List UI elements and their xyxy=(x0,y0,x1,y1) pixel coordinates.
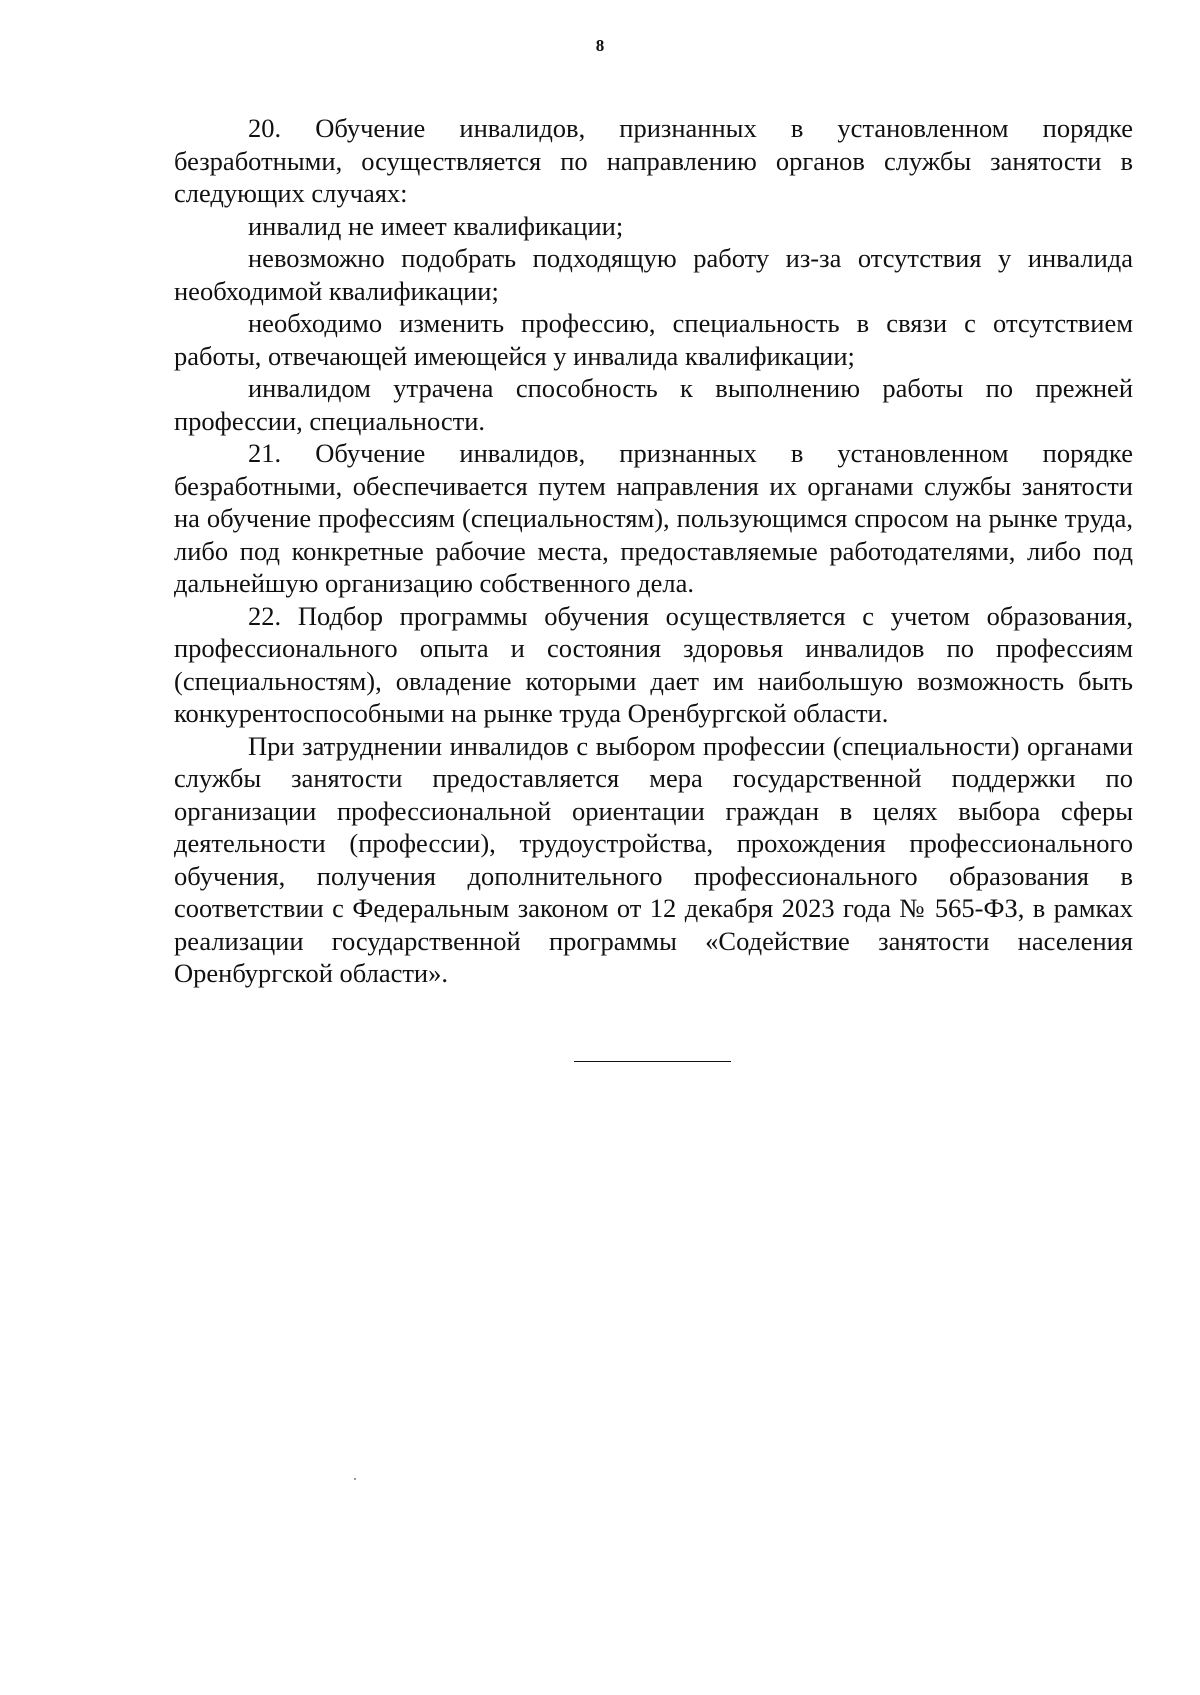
paragraph-20: 20. Обучение инвалидов, признанных в установленном порядке безработными, осуществляется по направлению органов службы занятости в следующих случаях: xyxy=(174,113,1133,208)
scan-speck xyxy=(354,1478,356,1480)
end-separator-line xyxy=(574,1061,731,1062)
list-item-lost-ability: инвалидом утрачена способность к выполнению работы по прежней профессии, специальности. xyxy=(174,373,1133,436)
paragraph-career-guidance: При затруднении инвалидов с выбором профессии (специальности) органами службы занятости предоставляется мера государственной поддержки по организации профессиональной ориентации граждан в целях выбора сферы деятельности (профессии), трудоустройства, прохождения профессионального обучения, получения дополнительного профессионального образования в соответствии с Федеральным законом от 12 декабря 2023 года № 565-ФЗ, в рамках реализации государственной программы «Содействие занятости населения Оренбургской области». xyxy=(174,730,1133,988)
document-body xyxy=(174,112,1133,990)
list-item-no-qualification: инвалид не имеет квалификации; xyxy=(248,210,624,241)
list-item-no-suitable-work: невозможно подобрать подходящую работу из-за отсутствия у инвалида необходимой квалификации; xyxy=(174,243,1133,306)
page-number: 8 xyxy=(595,36,605,55)
list-item-change-profession: необходимо изменить профессию, специальность в связи с отсутствием работы, отвечающей имеющейся у инвалида квалификации; xyxy=(174,308,1133,371)
paragraph-21: 21. Обучение инвалидов, признанных в установленном порядке безработными, обеспечивается путем направления их органами службы занятости на обучение профессиям (специальностям), пользующимся спросом на рынке труда, либо под конкретные рабочие места, предоставляемые работодателями, либо под дальнейшую организацию собственного дела. xyxy=(174,438,1133,598)
paragraph-22: 22. Подбор программы обучения осуществляется с учетом образования, профессионального опыта и состояния здоровья инвалидов по профессиям (специальностям), овладение которыми дает им наибольшую возможность быть конкурентоспособными на рынке труда Оренбургской области. xyxy=(174,600,1133,728)
